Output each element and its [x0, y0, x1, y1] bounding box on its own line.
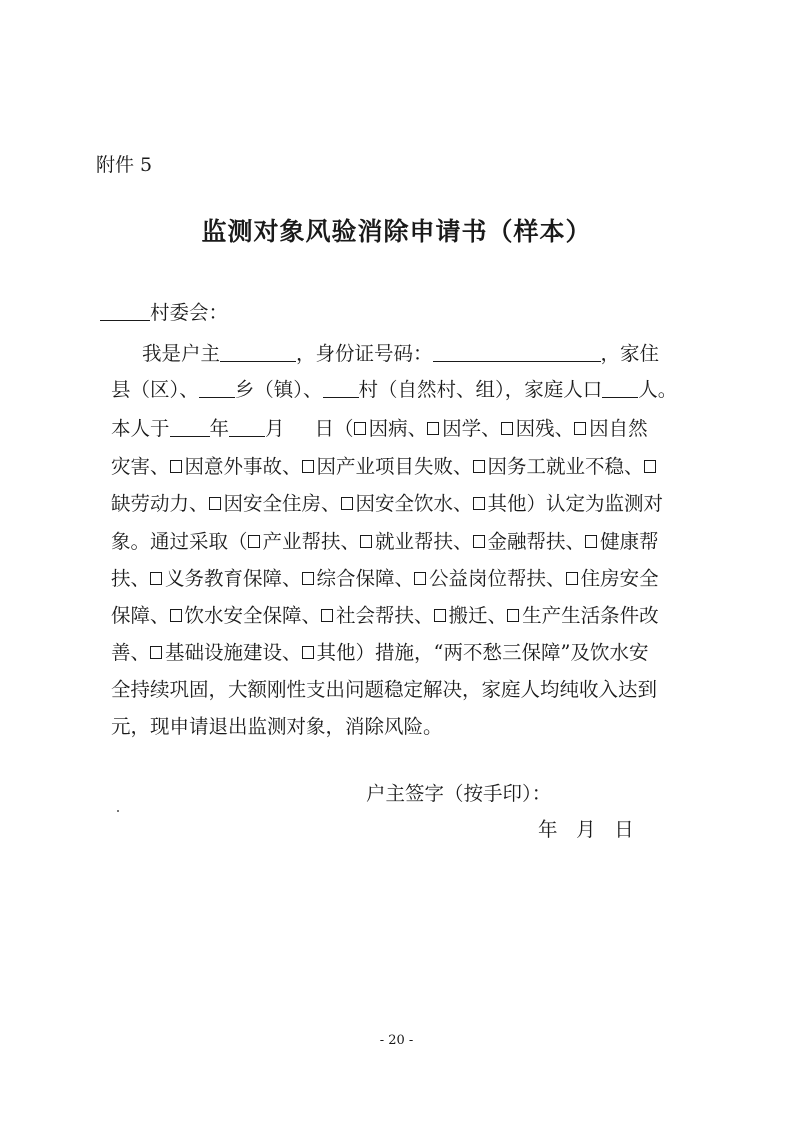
checkbox[interactable] [585, 535, 597, 548]
paragraph-line-9 [111, 637, 648, 665]
checkbox[interactable] [354, 422, 366, 435]
text: 本人于 [111, 417, 170, 440]
text: 缺劳动力、 [111, 492, 209, 515]
year-blank[interactable] [170, 418, 210, 437]
scan-speck [117, 810, 119, 812]
attachment-label: 附件 5 [96, 154, 153, 176]
option-label: 健康帮 [600, 530, 659, 553]
option-label: 因意外事故、 [184, 455, 302, 478]
paragraph-line-4 [111, 451, 659, 479]
village-name-blank[interactable] [323, 379, 359, 398]
option-label: 其他）认定为监测对 [487, 492, 664, 515]
paragraph-line-6 [111, 526, 659, 554]
text: 善、 [111, 641, 151, 664]
checkbox[interactable] [302, 572, 314, 585]
text: 我是户主 [142, 342, 221, 365]
checkbox[interactable] [473, 497, 485, 510]
option-label: 综合保障、 [316, 567, 415, 590]
option-label: 公益岗位帮扶、 [429, 567, 566, 590]
id-number-blank[interactable] [433, 343, 601, 362]
text: 人。 [638, 378, 678, 401]
option-label: 因学、 [442, 417, 501, 440]
checkbox[interactable] [473, 535, 485, 548]
paragraph-line-11: 元，现申请退出监测对象，消除风险。 [111, 715, 443, 738]
householder-name-blank[interactable] [220, 343, 296, 362]
paragraph-line-5 [111, 488, 663, 516]
checkbox[interactable] [170, 609, 182, 622]
text: 日（ [314, 417, 354, 440]
checkbox[interactable] [574, 422, 586, 435]
checkbox[interactable] [414, 572, 426, 585]
checkbox[interactable] [321, 609, 333, 622]
signature-date: 年 月 日 [538, 818, 634, 841]
village-blank[interactable] [100, 302, 150, 321]
page-number: - 20 - [379, 1033, 414, 1048]
checkbox[interactable] [209, 497, 221, 510]
text: 保障、 [111, 604, 170, 627]
signature-label: 户主签字（按手印）： [366, 782, 552, 805]
document-title: 监测对象风验消除申请书（样本） [201, 217, 592, 246]
township-blank[interactable] [199, 379, 235, 398]
salutation [100, 297, 228, 325]
option-label: 产业帮扶、 [262, 530, 361, 553]
month-blank[interactable] [229, 418, 265, 437]
option-label: 就业帮扶、 [375, 530, 473, 553]
option-label: 生产生活条件改 [522, 604, 659, 627]
option-label: 金融帮扶、 [487, 530, 586, 553]
option-label: 基础设施建设、 [165, 641, 302, 664]
salutation-suffix: 村委会： [150, 301, 229, 324]
option-label: 社会帮扶、 [336, 604, 434, 627]
text: 象。通过采取（ [111, 530, 248, 553]
text: 县（区）、 [111, 378, 199, 401]
option-label: 因产业项目失败、 [316, 455, 473, 478]
checkbox[interactable] [302, 646, 314, 659]
option-label: 因残、 [515, 417, 575, 440]
text: ，家住 [600, 342, 660, 365]
text: 月 [265, 417, 285, 440]
text: 村（自然村、组），家庭人口 [358, 378, 603, 401]
option-label: 其他）措施，“两不愁三保障”及饮水安 [316, 641, 649, 664]
checkbox[interactable] [170, 460, 182, 473]
paragraph-line-3 [111, 413, 648, 441]
checkbox[interactable] [150, 572, 162, 585]
text: 年 [209, 417, 230, 440]
option-label: 因自然 [589, 417, 648, 440]
option-label: 搬迁、 [448, 604, 508, 627]
option-label: 饮水安全保障、 [184, 604, 322, 627]
checkbox[interactable] [150, 646, 162, 659]
checkbox[interactable] [644, 460, 656, 473]
paragraph-line-8 [111, 600, 659, 628]
checkbox[interactable] [507, 609, 519, 622]
option-label: 因安全住房、 [223, 492, 341, 515]
text: 乡（镇）、 [234, 378, 323, 401]
checkbox[interactable] [302, 460, 314, 473]
checkbox[interactable] [501, 422, 513, 435]
checkbox[interactable] [248, 535, 260, 548]
checkbox[interactable] [434, 609, 446, 622]
paragraph-line-1 [142, 338, 659, 366]
option-label: 因病、 [368, 417, 428, 440]
text: 扶、 [111, 567, 151, 590]
text: ，身份证号码： [296, 342, 433, 365]
paragraph-line-2 [111, 374, 677, 402]
option-label: 因务工就业不稳、 [487, 455, 644, 478]
population-blank[interactable] [602, 379, 638, 398]
checkbox[interactable] [360, 535, 372, 548]
checkbox[interactable] [341, 497, 353, 510]
option-label: 因安全饮水、 [355, 492, 473, 515]
paragraph-line-10: 全持续巩固，大额刚性支出问题稳定解决，家庭人均纯收入达到 [111, 678, 658, 701]
checkbox[interactable] [427, 422, 439, 435]
option-label: 住房安全 [580, 567, 659, 590]
paragraph-line-7 [111, 563, 659, 591]
option-label: 义务教育保障、 [165, 567, 302, 590]
text: 灾害、 [111, 455, 170, 478]
checkbox[interactable] [566, 572, 578, 585]
checkbox[interactable] [473, 460, 485, 473]
